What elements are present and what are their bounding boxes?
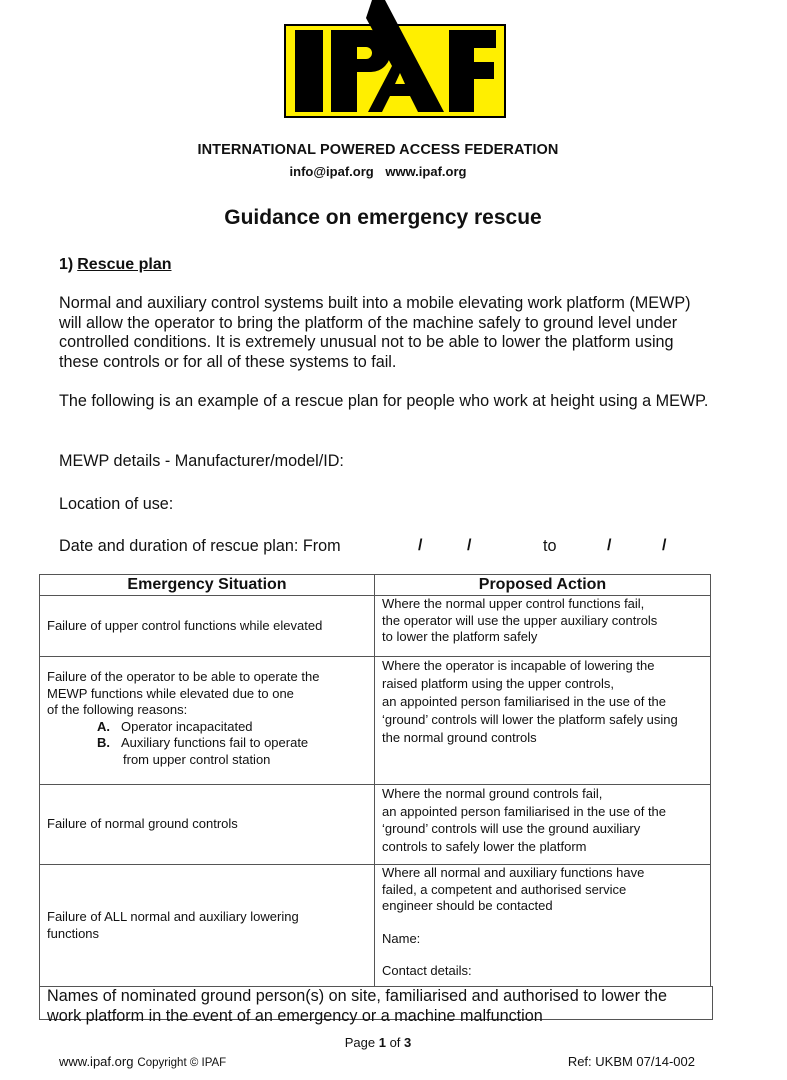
example-paragraph: The following is an example of a rescue plan for people who work at height using a MEWP. [59,392,709,410]
footer-left [59,1054,226,1069]
column-header-action: Proposed Action [375,575,711,596]
mewp-details-field: MEWP details - Manufacturer/model/ID: [59,452,344,470]
nominated-persons-box: Names of nominated ground person(s) on site, familiarised and authorised to lower the work platform in the event of an emergency or a machine malfunction [39,986,713,1020]
list-item: B. Auxiliary functions fail to operate [97,735,309,750]
date-separator: / [418,537,423,554]
date-duration-field: Date and duration of rescue plan: From [59,537,341,555]
action-cell: Where all normal and auxiliary functions have failed, a competent and authorised service engineer should be contacted Name: Contact details: [375,865,711,987]
contact-website[interactable]: www.ipaf.org [385,164,467,179]
section-heading [59,256,172,274]
reason-list [47,719,374,769]
action-cell: Where the operator is incapable of lowering the raised platform using the upper controls, an appointed person familiarised in the use of the ‘ground’ controls will lower the platform safely using the normal ground controls [375,657,711,785]
page-total: 3 [404,1035,412,1050]
action-cell: Where the normal ground controls fail, an appointed person familiarised in the use of the ‘ground’ controls will use the ground auxiliary controls to safely lower the platform [375,785,711,865]
column-header-situation: Emergency Situation [40,575,375,596]
date-separator: / [607,537,612,554]
page-current: 1 [378,1035,386,1050]
date-separator: / [467,537,472,554]
date-separator: / [662,537,667,554]
document-title: Guidance on emergency rescue [224,206,542,229]
situation-cell: Failure of ALL normal and auxiliary lowering functions [40,865,375,987]
section-label: Rescue plan [77,256,172,273]
section-number: 1) [59,256,74,273]
contact-details-label: Contact details: [382,963,472,978]
date-to-label: to [543,537,557,555]
table-row [40,657,711,785]
ipaf-logo [284,0,506,118]
location-field: Location of use: [59,495,174,513]
organization-name: INTERNATIONAL POWERED ACCESS FEDERATION [197,142,559,158]
intro-paragraph: Normal and auxiliary control systems built into a mobile elevating work platform (MEWP) will allow the operator to bring the platform of the machine safely to ground level under controlled conditions. It is extremely unusual not to be able to lower the platform using these controls or for all of these systems to fail. [59,294,691,371]
table-row [40,596,711,657]
action-cell: Where the normal upper control functions fail, the operator will use the upper auxiliary controls to lower the platform safely [375,596,711,657]
organization-contact [0,164,756,179]
rescue-plan-table [39,574,711,987]
contact-email[interactable]: info@ipaf.org [289,164,374,179]
page-number: Page 1 of 3 [344,1035,412,1050]
table-row [40,785,711,865]
table-row [40,865,711,987]
footer-copyright: Copyright © IPAF [137,1057,227,1069]
situation-cell: Failure of the operator to be able to operate the MEWP functions while elevated due to one of the following reasons: A. Operator incapacitated B. Auxiliary functions fail to operate from upper control station [40,657,375,785]
footer-reference: Ref: UKBM 07/14-002 [567,1054,695,1069]
name-label: Name: [382,930,421,946]
list-item-continuation: from upper control station [123,751,271,767]
table-header-row [40,575,711,596]
footer-website[interactable]: www.ipaf.org [59,1054,134,1069]
list-item: A. Operator incapacitated [97,718,253,734]
situation-cell: Failure of normal ground controls [40,785,375,865]
situation-cell: Failure of upper control functions while elevated [40,596,375,657]
